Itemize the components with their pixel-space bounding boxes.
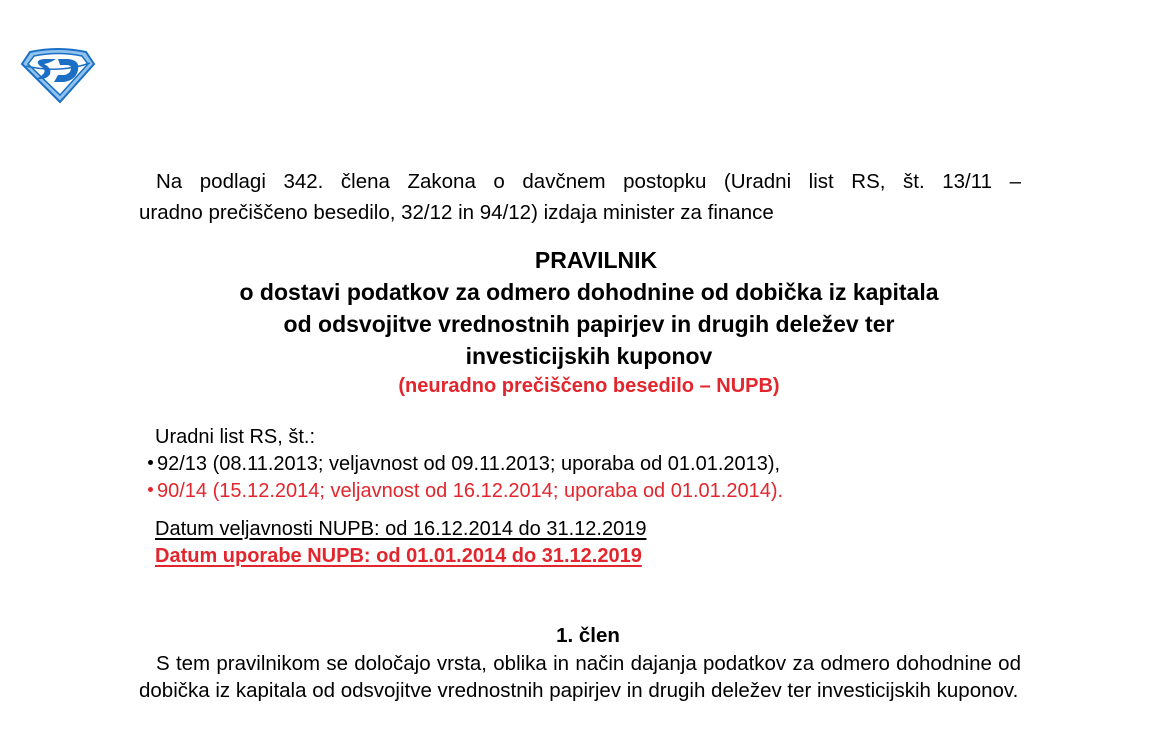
document-title: PRAVILNIK: [534, 247, 658, 273]
bullet-icon: [148, 487, 153, 492]
gazette-entry-2: 90/14 (15.12.2014; veljavnost od 16.12.2014; uporaba od 01.01.2014).: [157, 480, 784, 502]
list-item: [148, 478, 783, 505]
sd-shield-logo-icon: [20, 46, 96, 104]
gazette-references: [155, 424, 783, 505]
article-1: [139, 622, 1021, 705]
bullet-icon: [148, 460, 153, 465]
article-heading: 1. člen: [556, 624, 620, 647]
gazette-entries-list: [148, 451, 783, 505]
article-text: S tem pravilnikom se določajo vrsta, oblika in način dajanja podatkov za odmero dohodnine od dobička iz kapitala od odsvojitve vrednostnih papirjev in drugih deležev ter investicijskih kuponov.: [139, 651, 1021, 702]
intro-line-1: Na podlagi 342. člena Zakona o davčnem postopku (Uradni list RS, št. 13/11 –: [156, 170, 1021, 193]
gazette-entry-1: 92/13 (08.11.2013; veljavnost od 09.11.2013; uporaba od 01.01.2013),: [157, 453, 781, 475]
list-item: [148, 451, 783, 478]
title-line-1: o dostavi podatkov za odmero dohodnine od dobička iz kapitala: [239, 279, 939, 305]
gazette-label: Uradni list RS, št.:: [155, 426, 316, 448]
document-title-block: [139, 244, 1039, 400]
nupb-dates: [155, 516, 646, 570]
validity-date: Datum veljavnosti NUPB: od 16.12.2014 do 31.12.2019: [155, 518, 647, 540]
intro-paragraph: [139, 166, 1021, 228]
title-line-3: investicijskih kuponov: [465, 343, 713, 369]
title-line-2: od odsvojitve vrednostnih papirjev in drugih deležev ter: [283, 311, 895, 337]
document-subtitle: (neuradno prečiščeno besedilo – NUPB): [398, 375, 780, 397]
application-date: Datum uporabe NUPB: od 01.01.2014 do 31.12.2019: [155, 545, 642, 567]
intro-line-2: uradno prečiščeno besedilo, 32/12 in 94/12) izdaja minister za finance: [139, 201, 774, 224]
